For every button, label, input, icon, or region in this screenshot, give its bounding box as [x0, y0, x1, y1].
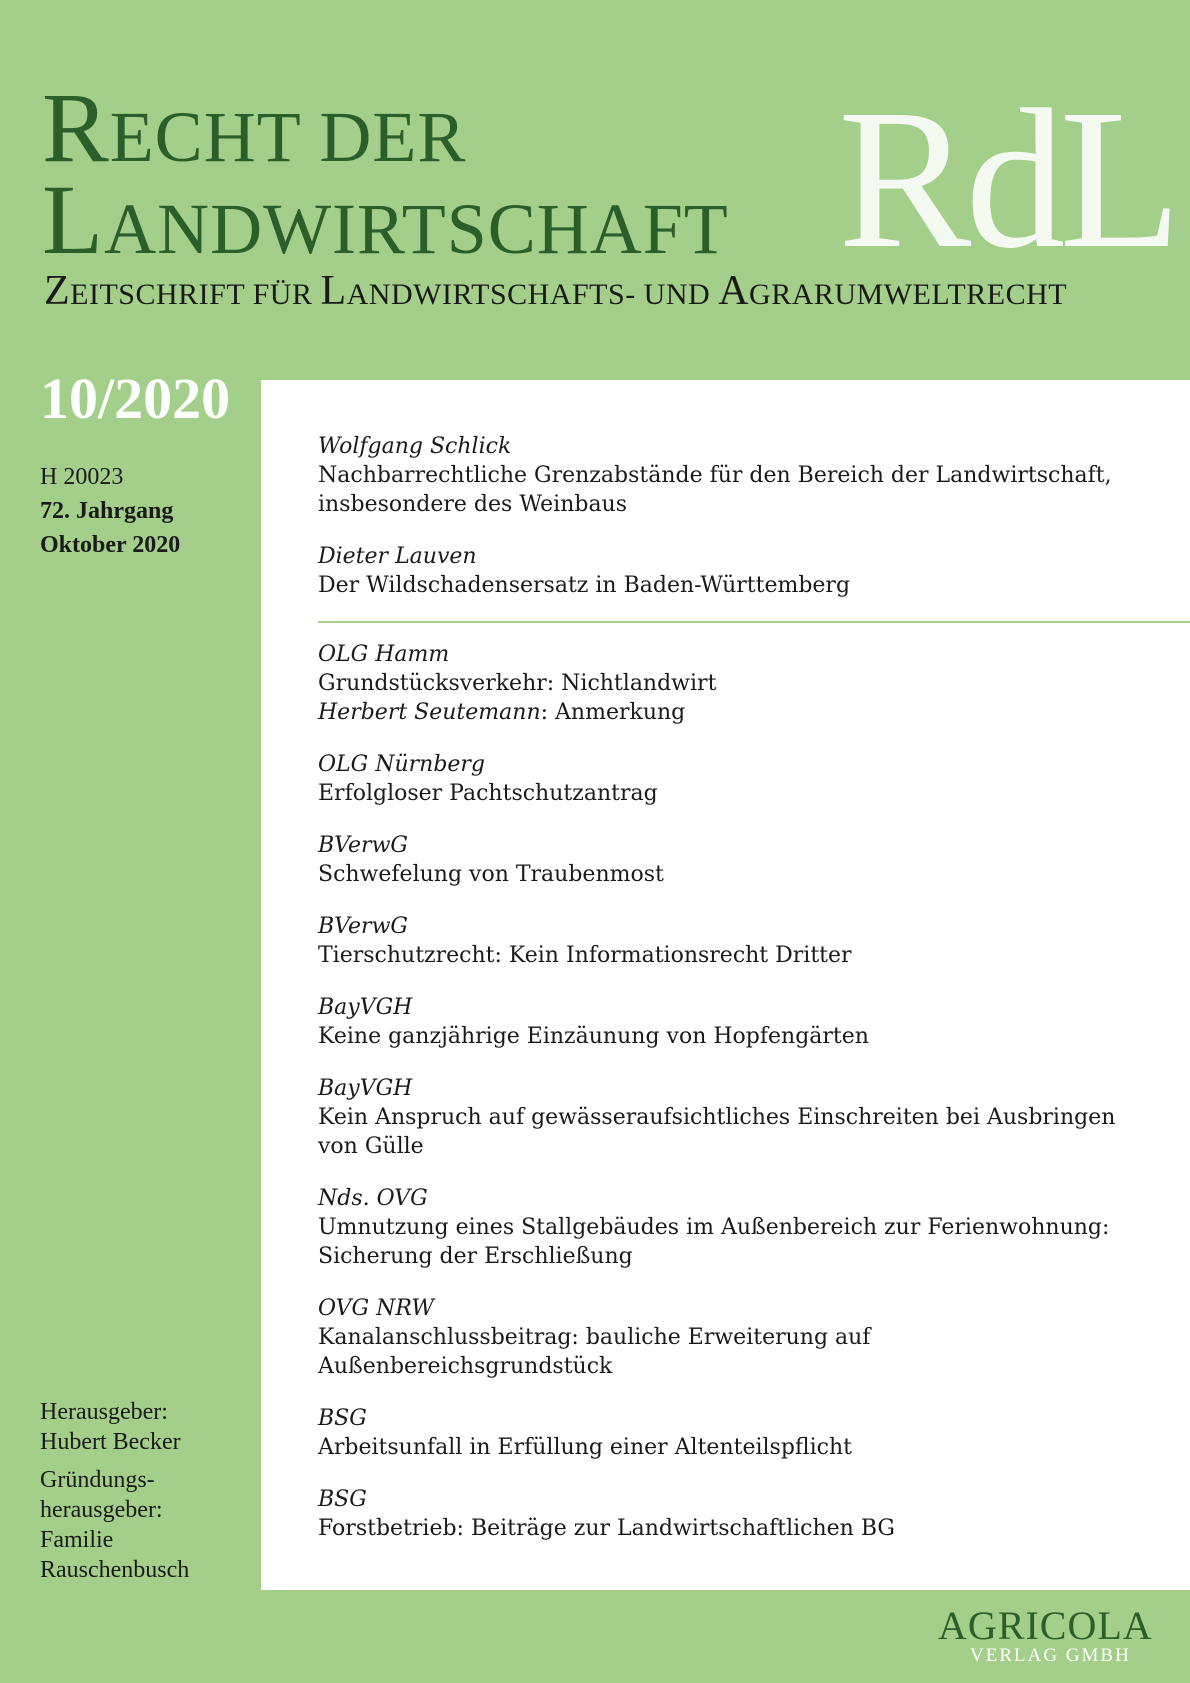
subtitle-text: ANDWIRTSCHAFTS- UND	[346, 278, 719, 311]
article-entry	[318, 432, 1158, 519]
title-initial-capital: R	[42, 72, 110, 183]
journal-abbreviation: RdL	[838, 69, 1176, 290]
issue-volume: 72. Jahrgang	[40, 498, 174, 524]
decision-court: BayVGH	[318, 995, 413, 1020]
issue-meta	[40, 460, 180, 562]
article-title-line: insbesondere des Weinbaus	[318, 492, 628, 517]
subtitle-capital: L	[320, 268, 347, 314]
decision-entry	[318, 750, 1158, 808]
decision-title-line: Forstbetrieb: Beiträge zur Landwirtschaftlichen BG	[318, 1516, 895, 1541]
article-author: Dieter Lauven	[318, 544, 477, 569]
annotation-line	[318, 698, 1158, 727]
decision-court: BSG	[318, 1487, 367, 1512]
decision-title-line: Umnutzung eines Stallgebäudes im Außenbereich zur Ferienwohnung:	[318, 1215, 1110, 1240]
issue-code: H 20023	[40, 464, 124, 490]
decision-title-line: Schwefelung von Traubenmost	[318, 862, 664, 887]
decision-entry	[318, 1485, 1158, 1543]
founding-editor-name: Familie	[40, 1527, 114, 1553]
article-author: Wolfgang Schlick	[318, 434, 512, 459]
decision-court: BayVGH	[318, 1076, 413, 1101]
founding-editor-label: herausgeber:	[40, 1497, 163, 1523]
publisher-logo	[938, 1603, 1153, 1666]
issue-number: 10/2020	[40, 366, 231, 431]
decision-entry	[318, 1074, 1158, 1161]
issue-date: Oktober 2020	[40, 532, 181, 558]
editor-name: Hubert Becker	[40, 1429, 181, 1455]
logo-subline: VERLAG GMBH	[970, 1645, 1131, 1666]
decision-court: BVerwG	[318, 833, 408, 858]
decision-title-line: Keine ganzjährige Einzäunung von Hopfengärten	[318, 1024, 869, 1049]
decision-title-line: Tierschutzrecht: Kein Informationsrecht Dritter	[318, 943, 852, 968]
decision-entry	[318, 640, 1158, 727]
decision-entry	[318, 1294, 1158, 1381]
article-title-line: Nachbarrechtliche Grenzabstände für den Bereich der Landwirtschaft,	[318, 463, 1112, 488]
annotation-text: : Anmerkung	[540, 700, 686, 725]
subtitle-text: EITSCHRIFT FÜR	[70, 278, 321, 311]
decision-title-line: Arbeitsunfall in Erfüllung einer Altenteilspflicht	[318, 1435, 852, 1460]
decision-court: OLG Hamm	[318, 642, 450, 667]
editor-block	[40, 1397, 189, 1457]
founding-editor-name: Rauschenbusch	[40, 1557, 190, 1583]
subtitle-text: GRARUMWELTRECHT	[749, 278, 1068, 311]
decision-title-line: Außenbereichsgrundstück	[318, 1354, 613, 1379]
logo-name: AGRICOLA	[938, 1603, 1153, 1648]
table-of-contents	[318, 432, 1158, 1566]
decisions-section	[318, 640, 1158, 1543]
decision-entry	[318, 1404, 1158, 1462]
decision-entry	[318, 1184, 1158, 1271]
article-title-line: Der Wildschadensersatz in Baden-Württemberg	[318, 573, 851, 598]
decision-court: Nds. OVG	[318, 1186, 428, 1211]
decision-title-line: Kein Anspruch auf gewässeraufsichtliches Einschreiten bei Ausbringen	[318, 1105, 1116, 1130]
article-entry	[318, 542, 1158, 600]
decision-entry	[318, 993, 1158, 1051]
subtitle-capital: A	[718, 268, 750, 314]
founding-editor-label: Gründungs-	[40, 1467, 155, 1493]
decision-entry	[318, 831, 1158, 889]
toc-divider	[318, 621, 1190, 623]
journal-subtitle	[44, 270, 1067, 312]
title-rest-text: ANDWIRTSCHAFT	[104, 189, 729, 269]
decision-court: BSG	[318, 1406, 367, 1431]
decision-court: OVG NRW	[318, 1296, 435, 1321]
editor-label: Herausgeber:	[40, 1399, 168, 1425]
title-initial-capital: L	[42, 164, 105, 275]
annotation-author: Herbert Seutemann	[318, 700, 541, 725]
decision-court: OLG Nürnberg	[318, 752, 486, 777]
decision-title-line: Erfolgloser Pachtschutzantrag	[318, 781, 658, 806]
decision-entry	[318, 912, 1158, 970]
decision-title-line: Grundstücksverkehr: Nichtlandwirt	[318, 671, 717, 696]
publishers-block	[40, 1397, 189, 1593]
subtitle-capital: Z	[44, 268, 71, 314]
journal-title-line-2	[42, 164, 729, 275]
decision-title-line: Kanalanschlussbeitrag: bauliche Erweiterung auf	[318, 1325, 871, 1350]
journal-title-line-1	[42, 72, 467, 183]
title-rest-text: ECHT DER	[109, 97, 467, 177]
founding-editor-block	[40, 1465, 189, 1585]
articles-section	[318, 432, 1158, 600]
decision-court: BVerwG	[318, 914, 408, 939]
decision-title-line: von Gülle	[318, 1134, 424, 1159]
decision-title-line: Sicherung der Erschließung	[318, 1244, 633, 1269]
